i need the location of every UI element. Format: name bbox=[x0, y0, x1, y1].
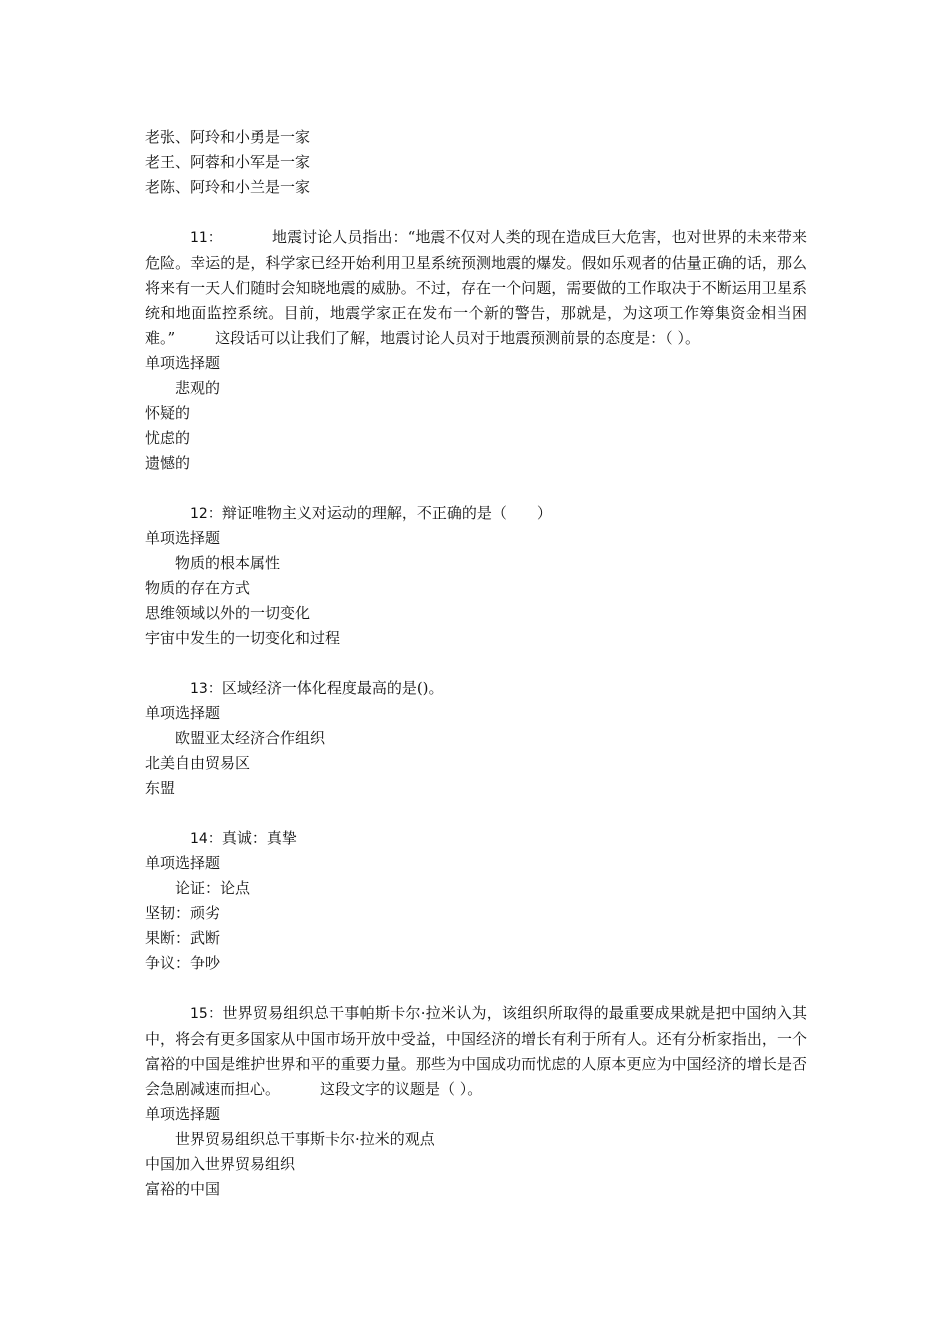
option: 果断：武断 bbox=[145, 929, 221, 947]
question-number: 15： bbox=[190, 1006, 223, 1022]
question-text: 辩证唯物主义对运动的理解，不正确的是（ ） bbox=[221, 504, 552, 522]
question-type: 单项选择题 bbox=[145, 704, 221, 722]
option: 北美自由贸易区 bbox=[145, 754, 251, 772]
document-page bbox=[145, 125, 807, 1202]
question-number: 14： bbox=[190, 831, 222, 847]
question-type: 单项选择题 bbox=[145, 1105, 221, 1123]
option: 怀疑的 bbox=[145, 404, 191, 422]
intro-option: 老王、阿蓉和小军是一家 bbox=[145, 153, 311, 171]
question-type: 单项选择题 bbox=[145, 854, 221, 872]
question-text: 地震讨论人员指出：“地震不仅对人类的现在造成巨大危害，也对世界的未来带来危险。幸运的是，科学家已经开始利用卫星系统预测地震的爆发。假如乐观者的估量正确的话，那么将来有一天人们随时会知晓地震的威胁。不过，存在一个问题，需要做的工作取决于不断运用卫星系统和地面监控系统。目前，地震学家正在发布一个新的警告，那就是，为这项工作筹集资金相当困难。” bbox=[145, 228, 807, 347]
question-number: 13： bbox=[190, 681, 222, 697]
intro-option: 老陈、阿玲和小兰是一家 bbox=[145, 178, 311, 196]
option: 中国加入世界贸易组织 bbox=[145, 1155, 296, 1173]
question-11-stem bbox=[145, 225, 807, 351]
option: 富裕的中国 bbox=[145, 1180, 221, 1198]
question-prompt: 这段文字的议题是（ ）。 bbox=[320, 1080, 483, 1098]
question-text: 真诚：真挚 bbox=[221, 829, 297, 847]
option: 欧盟亚太经济合作组织 bbox=[175, 729, 326, 747]
option: 物质的存在方式 bbox=[145, 579, 251, 597]
option: 宇宙中发生的一切变化和过程 bbox=[145, 629, 341, 647]
question-prompt: 这段话可以让我们了解，地震讨论人员对于地震预测前景的态度是：（ ）。 bbox=[215, 329, 700, 347]
option: 坚韧：顽劣 bbox=[145, 904, 221, 922]
question-text: 世界贸易组织总干事帕斯卡尔·拉米认为，该组织所取得的最重要成果就是把中国纳入其中，将会有更多国家从中国市场开放中受益，中国经济的增长有利于所有人。还有分析家指出，一个富裕的中国是维护世界和平的重要力量。那些为中国成功而忧虑的人原本更应为中国经济的增长是否会急剧减速而担心。 bbox=[145, 1004, 807, 1098]
question-number: 11： bbox=[190, 230, 222, 246]
option: 思维领域以外的一切变化 bbox=[145, 604, 311, 622]
intro-option: 老张、阿玲和小勇是一家 bbox=[145, 128, 311, 146]
question-14-stem bbox=[145, 826, 807, 851]
option: 遗憾的 bbox=[145, 454, 191, 472]
question-type: 单项选择题 bbox=[145, 354, 221, 372]
option: 悲观的 bbox=[175, 379, 221, 397]
question-13-stem bbox=[145, 676, 807, 701]
option: 东盟 bbox=[145, 779, 176, 797]
option: 争议：争吵 bbox=[145, 954, 221, 972]
question-number: 12： bbox=[190, 506, 222, 522]
question-text: 区域经济一体化程度最高的是()。 bbox=[221, 679, 444, 697]
question-type: 单项选择题 bbox=[145, 529, 221, 547]
question-12-stem bbox=[145, 501, 807, 526]
option: 物质的根本属性 bbox=[175, 554, 281, 572]
option: 世界贸易组织总干事斯卡尔·拉米的观点 bbox=[175, 1130, 435, 1148]
question-15-stem bbox=[145, 1001, 807, 1102]
option: 论证：论点 bbox=[175, 879, 251, 897]
option: 忧虑的 bbox=[145, 429, 191, 447]
